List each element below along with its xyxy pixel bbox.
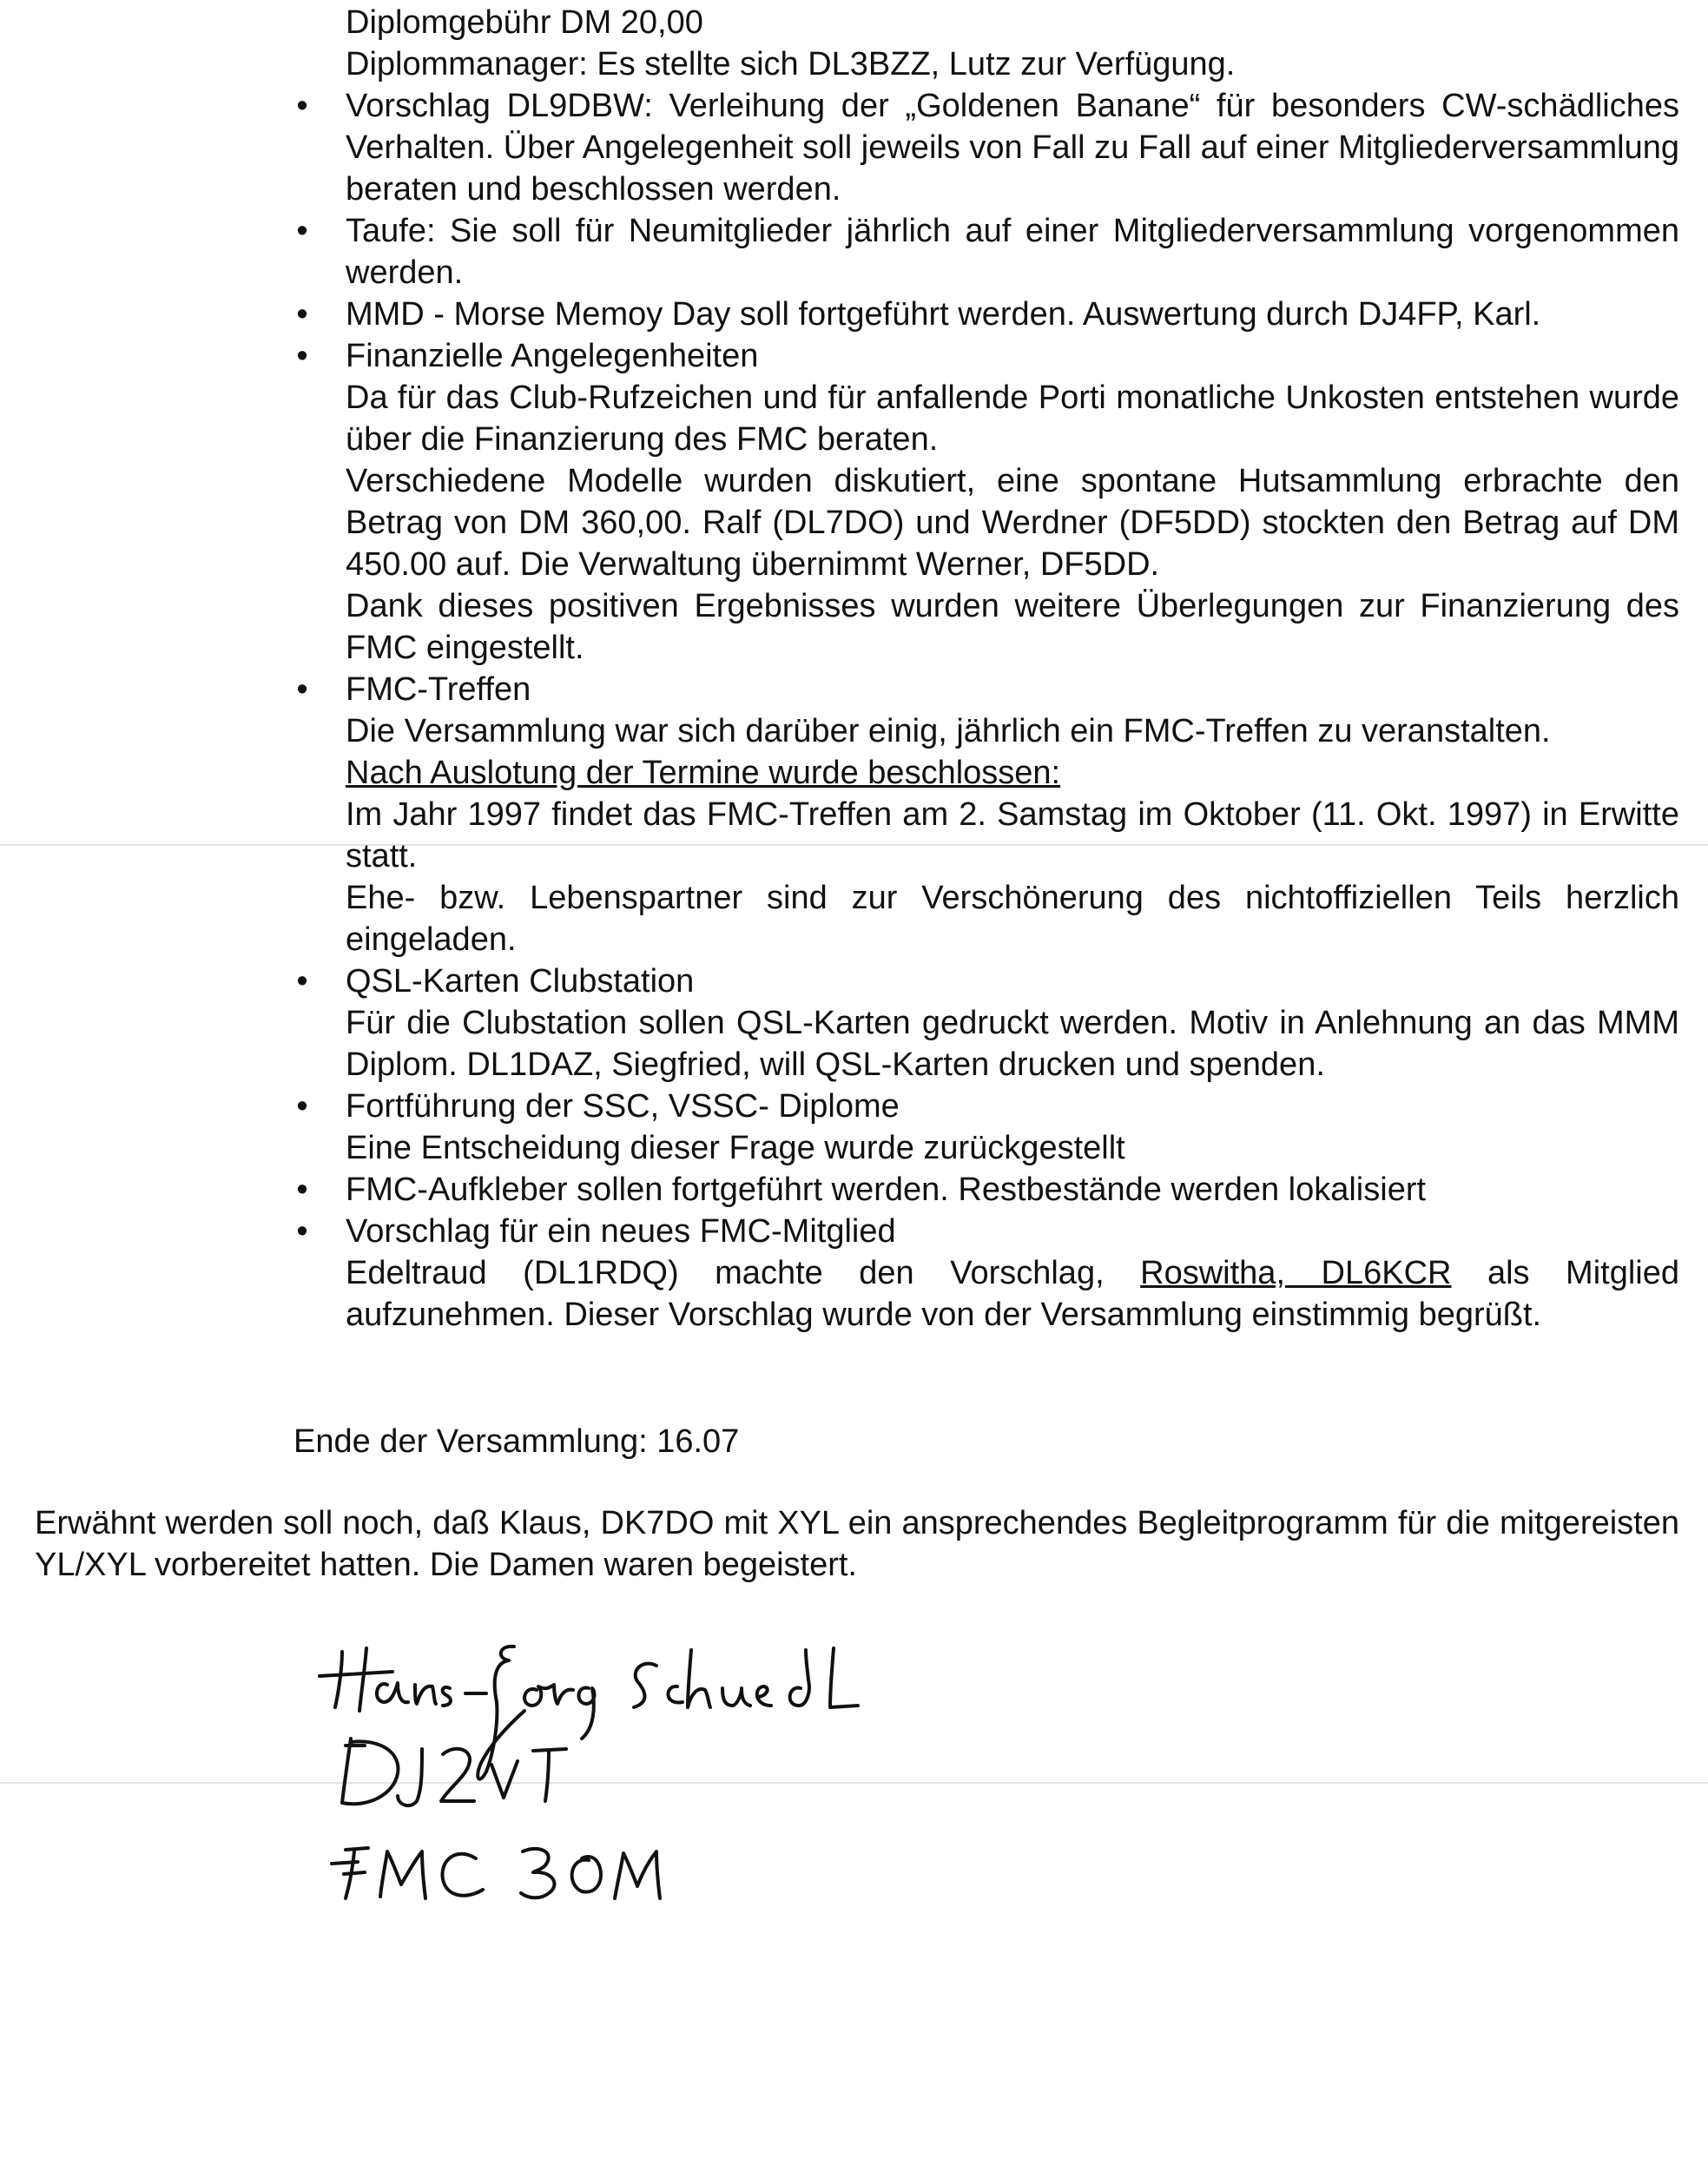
item-heading: Fortführung der SSC, VSSC- Diplome	[346, 1088, 900, 1125]
agenda-list	[296, 85, 1679, 1336]
bullet: •	[296, 671, 308, 708]
diploma-fee: Diplomgebühr DM 20,00	[346, 4, 703, 41]
item-text: MMD - Morse Memoy Day soll fortgeführt werden. Auswertung durch DJ4FP, Karl.	[346, 296, 1541, 333]
item-heading: QSL-Karten Clubstation	[346, 963, 695, 1000]
bullet: •	[296, 338, 308, 374]
bullet: •	[296, 296, 308, 333]
agenda-item-diplomas	[296, 1086, 1679, 1169]
item-text	[346, 1252, 1679, 1336]
item-text: Ehe- bzw. Lebenspartner sind zur Verschönerung des nichtoffiziellen Teils herzlich eingeladen.	[346, 880, 1679, 958]
proposed-member: Roswitha, DL6KCR	[1140, 1255, 1452, 1291]
handwritten-signature	[313, 1624, 903, 1919]
agenda-item-meeting	[296, 669, 1679, 960]
item-text: Dank dieses positiven Ergebnisses wurden weitere Überlegungen zur Finanzierung des FMC eingestellt.	[346, 588, 1679, 666]
agenda-item-finances	[296, 335, 1679, 669]
bullet: •	[296, 213, 308, 249]
agenda-item-golden-banana	[296, 85, 1679, 210]
item-text: Eine Entscheidung dieser Frage wurde zurückgestellt	[346, 1130, 1125, 1166]
proposal-text: Edeltraud (DL1RDQ) machte den Vorschlag,	[346, 1255, 1141, 1291]
diploma-manager: Diplommanager: Es stellte sich DL3BZZ, Lutz zur Verfügung.	[346, 46, 1236, 82]
bullet: •	[296, 1213, 308, 1250]
bullet: •	[296, 88, 308, 124]
item-text: Im Jahr 1997 findet das FMC-Treffen am 2. Samstag im Oktober (11. Okt. 1997) in Erwitte statt.	[346, 796, 1679, 874]
proposal-text: als Mitglied aufzunehmen. Dieser Vorschlag wurde von der Versammlung einstimmig begrüßt.	[346, 1255, 1679, 1333]
item-text: Die Versammlung war sich darüber einig, jährlich ein FMC-Treffen zu veranstalten.	[346, 713, 1551, 749]
bullet: •	[296, 1172, 308, 1208]
item-text: Da für das Club-Rufzeichen und für anfallende Porti monatliche Unkosten entstehen wurde über die Finanzierung des FMC beraten.	[346, 380, 1679, 458]
item-heading: Finanzielle Angelegenheiten	[346, 338, 759, 374]
agenda-item-mmd	[296, 294, 1679, 335]
item-heading: Vorschlag für ein neues FMC-Mitglied	[346, 1213, 896, 1250]
meeting-end: Ende der Versammlung: 16.07	[293, 1423, 740, 1460]
item-text: Vorschlag DL9DBW: Verleihung der „Goldenen Banane“ für besonders CW-schädliches Verhalten. Über Angelegenheit soll jeweils von Fall zu Fall auf einer Mitgliederversammlung beraten und beschlossen werden.	[346, 88, 1679, 208]
item-heading: FMC-Treffen	[346, 671, 531, 708]
diploma-info	[346, 2, 1674, 85]
bullet: •	[296, 963, 308, 1000]
closing-note: Erwähnt werden soll noch, daß Klaus, DK7DO mit XYL ein ansprechendes Begleitprogramm für die mitgereisten YL/XYL vorbereitet hatten. Die Damen waren begeistert.	[35, 1505, 1679, 1583]
bullet: •	[296, 1088, 308, 1125]
decision-heading: Nach Auslotung der Termine wurde beschlossen:	[346, 755, 1061, 791]
item-text: FMC-Aufkleber sollen fortgeführt werden. Restbestände werden lokalisiert	[346, 1172, 1427, 1208]
item-text: Taufe: Sie soll für Neumitglieder jährlich auf einer Mitgliederversammlung vorgenommen werden.	[346, 213, 1679, 291]
item-text: Für die Clubstation sollen QSL-Karten gedruckt werden. Motiv in Anlehnung an das MMM Diplom. DL1DAZ, Siegfried, will QSL-Karten drucken und spenden.	[346, 1005, 1679, 1083]
agenda-item-qsl-cards	[296, 960, 1679, 1086]
item-text: Verschiedene Modelle wurden diskutiert, eine spontane Hutsammlung erbrachte den Betrag von DM 360,00. Ralf (DL7DO) und Werdner (DF5DD) stockten den Betrag auf DM 450.00 auf. Die Verwaltung übernimmt Werner, DF5DD.	[346, 463, 1679, 583]
agenda-item-new-member	[296, 1211, 1679, 1336]
agenda-item-baptism	[296, 210, 1679, 294]
agenda-item-stickers	[296, 1169, 1679, 1211]
